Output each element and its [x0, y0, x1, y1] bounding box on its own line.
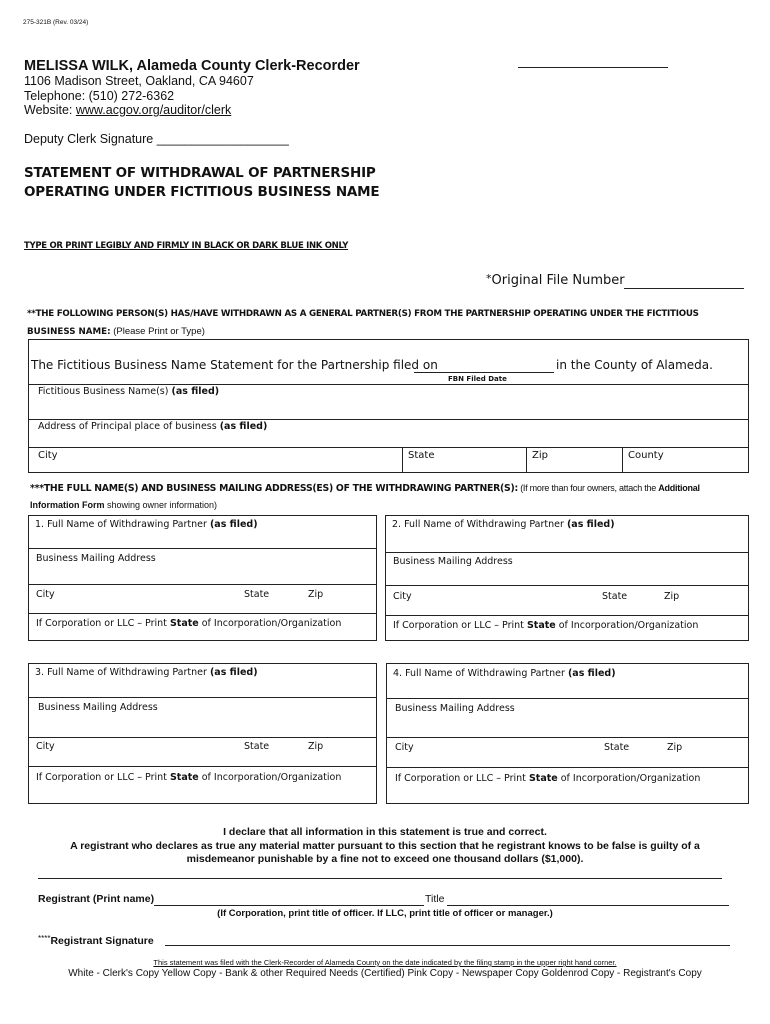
- registrant-signature-field[interactable]: [165, 945, 730, 946]
- partner-2-state-label[interactable]: State: [602, 591, 628, 602]
- section1-heading: **THE FOLLOWING PERSON(S) HAS/HAVE WITHDRAWN AS A GENERAL PARTNER(S) FROM THE PARTNERSHIP OPERATING UNDER THE FICTITIOUS: [27, 309, 699, 319]
- original-file-number: *Original File Number: [486, 272, 625, 288]
- divider: [386, 767, 749, 768]
- filed-note: This statement was filed with the Clerk-Recorder of Alameda County on the date indicated by the filing stamp in the upper right hand corner.: [153, 958, 617, 967]
- partner-2-zip-label[interactable]: Zip: [664, 591, 680, 602]
- partner-4-mailing-label[interactable]: Business Mailing Address: [395, 703, 515, 714]
- fbn-statement: The Fictitious Business Name Statement for the Partnership filed on: [31, 358, 438, 372]
- partner-3-zip-label[interactable]: Zip: [308, 741, 324, 752]
- fbn-statement-end: in the County of Alameda.: [556, 358, 713, 372]
- partner-2-mailing-label[interactable]: Business Mailing Address: [393, 556, 513, 567]
- partner-1-mailing-label[interactable]: Business Mailing Address: [36, 553, 156, 564]
- principal-city-label[interactable]: City: [38, 450, 58, 461]
- divider: [28, 697, 377, 698]
- divider: [622, 447, 623, 473]
- section2-heading-line2: Information Form showing owner information): [30, 500, 218, 510]
- partner-4-zip-label[interactable]: Zip: [667, 742, 683, 753]
- fbn-filed-date-label: FBN Filed Date: [448, 375, 507, 383]
- declaration: I declare that all information in this statement is true and correct. A registrant who declares as true any material matter pursuant to this section that he registrant knows to be false is guilty of a misdemeanor punishable by a fine not to exceed one thousand dollars ($1,000).: [70, 826, 700, 865]
- page-title: STATEMENT OF WITHDRAWAL OF PARTNERSHIP OPERATING UNDER FICTITIOUS BUSINESS NAME: [24, 165, 380, 200]
- declaration-divider: [38, 878, 722, 879]
- deputy-clerk-signature[interactable]: Deputy Clerk Signature ___________________: [24, 132, 289, 146]
- copy-distribution: White - Clerk's Copy Yellow Copy - Bank & other Required Needs (Certified) Pink Copy - Newspaper Copy Goldenrod Copy - Registrant's Copy: [68, 968, 702, 979]
- fbn-filed-date-field[interactable]: [414, 372, 554, 373]
- partner-3-mailing-label[interactable]: Business Mailing Address: [38, 702, 158, 713]
- fbn-names-label[interactable]: Fictitious Business Name(s) (as filed): [38, 386, 220, 397]
- divider: [28, 548, 377, 549]
- clerk-address: 1106 Madison Street, Oakland, CA 94607: [24, 74, 254, 88]
- clerk-telephone: Telephone: (510) 272-6362: [24, 88, 175, 103]
- divider: [526, 447, 527, 473]
- partner-3-corp-label[interactable]: If Corporation or LLC – Print State of Incorporation/Organization: [36, 772, 342, 783]
- partner-4-state-label[interactable]: State: [604, 742, 630, 753]
- clerk-name: MELISSA WILK, Alameda County Clerk-Recorder: [24, 58, 360, 74]
- partner-4-name-label[interactable]: 4. Full Name of Withdrawing Partner (as filed): [393, 668, 616, 679]
- registrant-print-name-label: Registrant (Print name): [38, 893, 155, 905]
- partner-4-city-label[interactable]: City: [395, 742, 414, 753]
- original-file-number-field[interactable]: [624, 288, 744, 289]
- registrant-print-name-field[interactable]: [154, 905, 424, 906]
- partner-1-state-label[interactable]: State: [244, 589, 270, 600]
- partner-4-corp-label[interactable]: If Corporation or LLC – Print State of Incorporation/Organization: [395, 773, 701, 784]
- partner-1-city-label[interactable]: City: [36, 589, 55, 600]
- partner-2-corp-label[interactable]: If Corporation or LLC – Print State of Incorporation/Organization: [393, 620, 699, 631]
- divider: [386, 698, 749, 699]
- divider: [28, 447, 749, 448]
- clerk-website: Website: www.acgov.org/auditor/clerk: [24, 103, 232, 117]
- divider: [386, 737, 749, 738]
- partner-1-corp-label[interactable]: If Corporation or LLC – Print State of Incorporation/Organization: [36, 618, 342, 629]
- filing-stamp-line: [518, 67, 668, 68]
- registrant-corp-note: (If Corporation, print title of officer. If LLC, print title of officer or manager.): [217, 908, 553, 919]
- registrant-signature-label: ****Registrant Signature: [38, 934, 154, 947]
- divider: [28, 613, 377, 614]
- principal-address-label[interactable]: Address of Principal place of business (as filed): [38, 421, 268, 432]
- partner-3-city-label[interactable]: City: [36, 741, 55, 752]
- registrant-title-field[interactable]: [447, 905, 729, 906]
- principal-zip-label[interactable]: Zip: [532, 450, 548, 461]
- partner-1-name-label[interactable]: 1. Full Name of Withdrawing Partner (as filed): [35, 519, 258, 530]
- principal-state-label[interactable]: State: [408, 450, 435, 461]
- registrant-title-label: Title: [425, 893, 445, 905]
- partner-2-city-label[interactable]: City: [393, 591, 412, 602]
- website-link[interactable]: www.acgov.org/auditor/clerk: [75, 103, 232, 117]
- divider: [385, 552, 749, 553]
- divider: [28, 766, 377, 767]
- partner-1-zip-label[interactable]: Zip: [308, 589, 324, 600]
- principal-county-label[interactable]: County: [628, 450, 664, 461]
- section2-heading: ***THE FULL NAME(S) AND BUSINESS MAILING ADDRESS(ES) OF THE WITHDRAWING PARTNER(S): (If more than four owners, attach the Additional: [30, 483, 700, 494]
- divider: [385, 615, 749, 616]
- divider: [28, 419, 749, 420]
- ink-instruction: TYPE OR PRINT LEGIBLY AND FIRMLY IN BLACK OR DARK BLUE INK ONLY: [24, 241, 349, 251]
- clerk-contact: [24, 74, 254, 118]
- partner-3-name-label[interactable]: 3. Full Name of Withdrawing Partner (as filed): [35, 667, 258, 678]
- divider: [28, 584, 377, 585]
- divider: [385, 585, 749, 586]
- divider: [28, 384, 749, 385]
- partner-2-name-label[interactable]: 2. Full Name of Withdrawing Partner (as filed): [392, 519, 615, 530]
- section1-heading-line2: BUSINESS NAME: (Please Print or Type): [27, 326, 205, 337]
- divider: [28, 737, 377, 738]
- divider: [402, 447, 403, 473]
- form-code: 275-321B (Rev. 03/24): [23, 19, 89, 26]
- partner-3-state-label[interactable]: State: [244, 741, 270, 752]
